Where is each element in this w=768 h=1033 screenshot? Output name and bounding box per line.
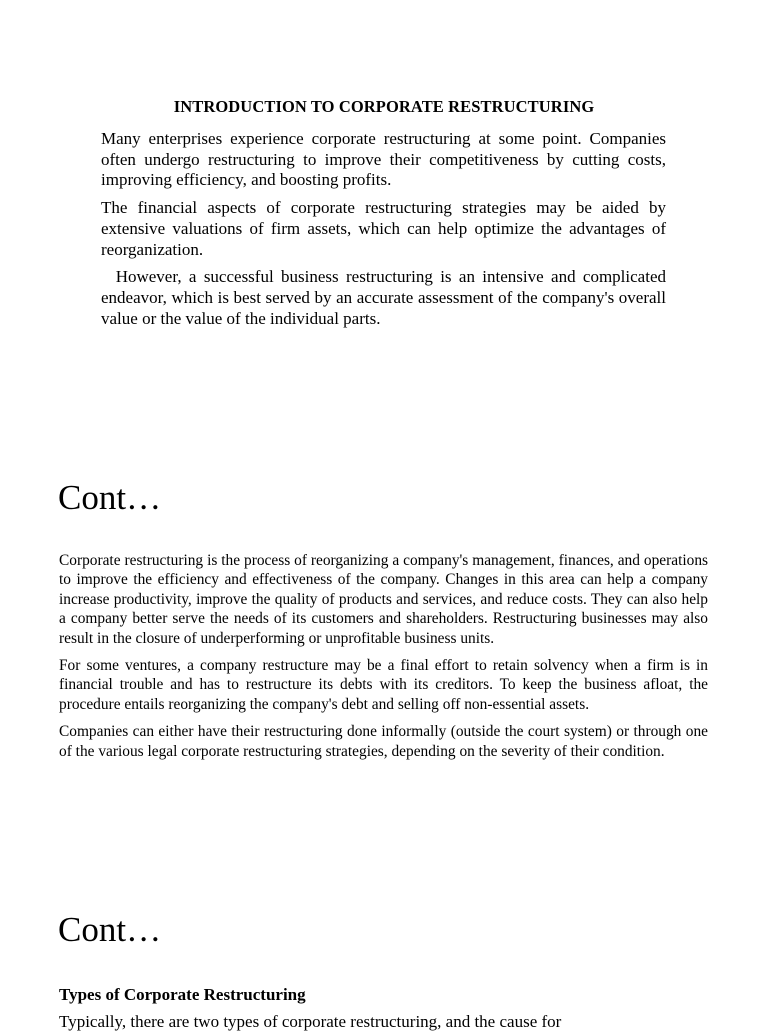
slide-2-paragraph-1: Corporate restructuring is the process of reorganizing a company's management, finances, and operations to improve the efficiency and effectiveness of the company. Changes in this area can help a company increase productivity, improve the quality of products and services, and reduce costs. They can also help a company better serve the needs of its customers and shareholders. Restructuring businesses may also result in the closure of underperforming or unprofitable business units.	[59, 552, 708, 647]
types-subheading: Types of Corporate Restructuring	[59, 985, 306, 1004]
intro-body	[101, 129, 666, 336]
slide-2-body	[59, 551, 708, 769]
slide-2-paragraph-3: Companies can either have their restructuring done informally (outside the court system) or through one of the various legal corporate restructuring strategies, depending on the severity of their condition.	[59, 723, 708, 760]
slide-3-paragraph: Typically, there are two types of corporate restructuring, and the cause for	[59, 1012, 562, 1031]
slide-2-paragraph-2: For some ventures, a company restructure may be a final effort to retain solvency when a firm is in financial trouble and has to restructure its debts with its creditors. To keep the business afloat, the procedure entails reorganizing the company's debt and selling off non-essential assets.	[59, 657, 708, 713]
slide-3-heading: Cont…	[58, 910, 162, 949]
slide-introduction	[0, 0, 768, 440]
slide-2-heading: Cont…	[58, 478, 162, 517]
page-title: INTRODUCTION TO CORPORATE RESTRUCTURING	[173, 97, 595, 116]
intro-paragraph-3: However, a successful business restructuring is an intensive and complicated endeavor, which is best served by an accurate assessment of the company's overall value or the value of the individual parts.	[101, 267, 666, 328]
intro-paragraph-2: The financial aspects of corporate restructuring strategies may be aided by extensive valuations of firm assets, which can help optimize the advantages of reorganization.	[101, 198, 666, 259]
intro-paragraph-1: Many enterprises experience corporate restructuring at some point. Companies often undergo restructuring to improve their competitiveness by cutting costs, improving efficiency, and boosting profits.	[101, 129, 666, 190]
